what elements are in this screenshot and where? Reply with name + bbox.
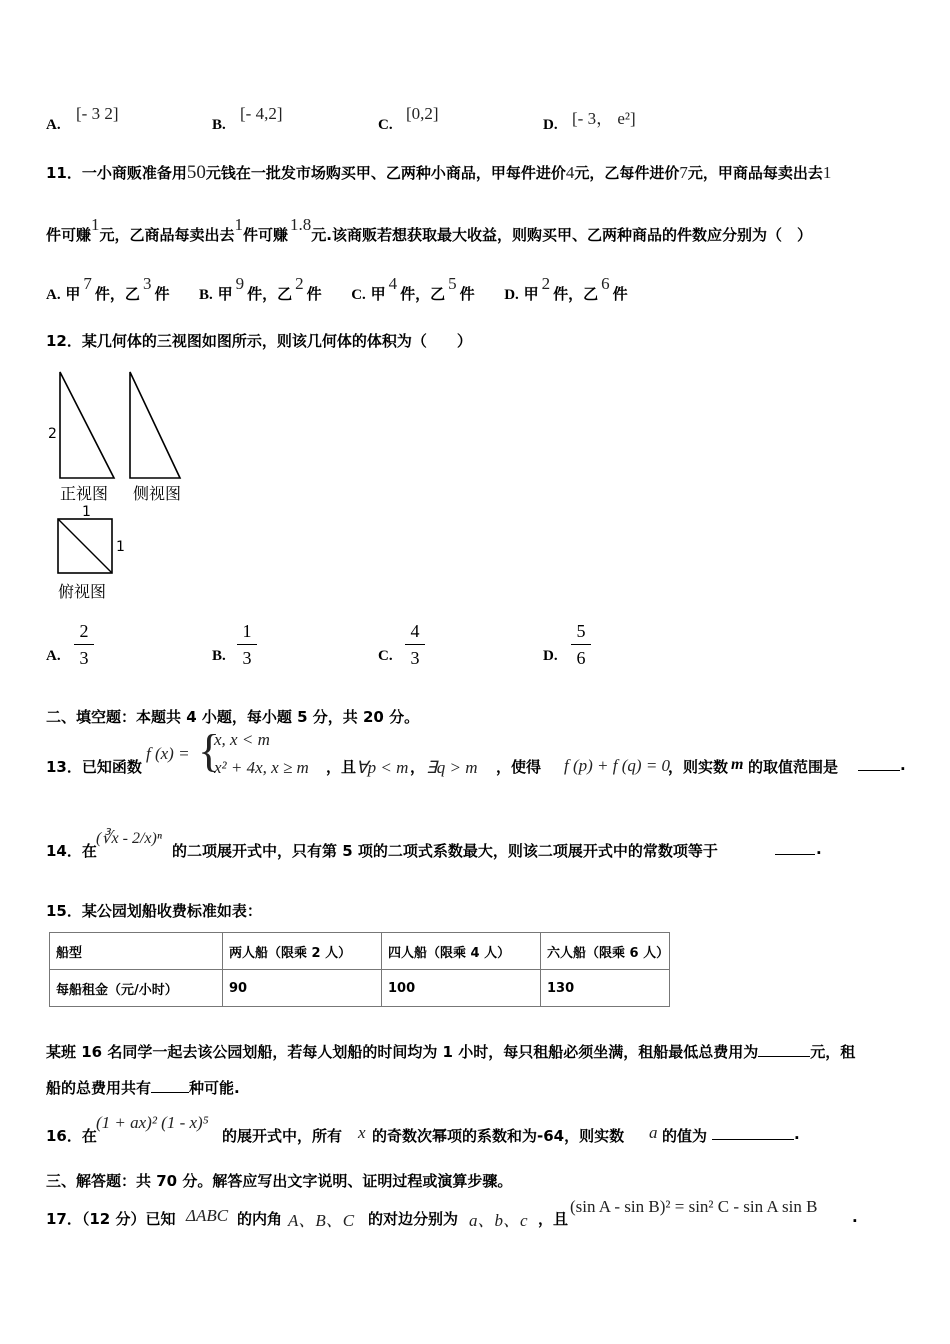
q11-text: 件可赚 xyxy=(243,226,289,244)
q17-text: 的对边分别为 xyxy=(368,1210,459,1228)
q11-options xyxy=(46,274,628,304)
q10-option-a-letter: A. xyxy=(46,117,61,133)
q13-text: 13．已知函数 xyxy=(46,758,142,776)
q11-line-1 xyxy=(46,162,831,184)
q14-period: . xyxy=(816,840,822,858)
q11-option-d-count-b: 6 xyxy=(601,274,610,293)
q15-text: 种可能. xyxy=(189,1079,240,1097)
q11-jia: 甲 xyxy=(217,285,233,303)
q15-answer-blank-2 xyxy=(151,1080,189,1093)
table-header-cell: 船型 xyxy=(50,933,223,970)
q11-option-a-count-a: 7 xyxy=(83,274,92,293)
q13-text: ，且 xyxy=(326,758,357,776)
q15-line-2 xyxy=(46,1077,240,1098)
q12-option-d-numerator: 5 xyxy=(576,621,586,641)
q12-option-a-fraction xyxy=(72,620,96,669)
front-view-triangle xyxy=(60,372,114,478)
q10-option-d-letter: D. xyxy=(543,117,558,133)
q13-period: . xyxy=(900,756,906,774)
q11-text: 元，甲商品每卖出去 xyxy=(687,164,823,182)
q17-text: 的内角 xyxy=(237,1210,283,1228)
q11-option-d-count-a: 2 xyxy=(541,274,551,293)
q12-option-c-fraction xyxy=(403,620,427,669)
table-cell: 100 xyxy=(382,970,541,1007)
table-cell: 90 xyxy=(223,970,382,1007)
q11-jia: 甲 xyxy=(370,285,386,303)
q13-equation: f (p) + f (q) = 0 xyxy=(564,756,671,775)
q14-answer-blank xyxy=(775,842,815,855)
q17-period: . xyxy=(852,1208,858,1226)
q11-jian: 件 xyxy=(612,285,628,303)
section-2-heading: 二、填空题：本题共 4 小题，每小题 5 分，共 20 分。 xyxy=(46,708,420,726)
table-row xyxy=(50,970,670,1007)
q11-option-d-letter: D. xyxy=(504,287,519,303)
section-3-heading: 三、解答题：共 70 分。解答应写出文字说明、证明过程或演算步骤。 xyxy=(46,1172,513,1190)
q11-option-c-count-a: 4 xyxy=(388,274,398,293)
q17-text: ，且 xyxy=(538,1210,569,1228)
q11-option-b-count-b: 2 xyxy=(295,274,304,293)
q12-option-b-denominator: 3 xyxy=(242,648,252,668)
q12-option-c-denominator: 3 xyxy=(410,648,420,668)
side-view-triangle xyxy=(130,372,180,478)
q14-text: 的二项展开式中，只有第 5 项的二项式系数最大，则该二项展开式中的常数项等于 xyxy=(172,842,718,860)
top-view-label: 俯视图 xyxy=(58,582,107,601)
q16-period: . xyxy=(794,1125,800,1143)
q12-option-d-letter: D. xyxy=(543,648,558,664)
side-view-label: 侧视图 xyxy=(133,484,182,503)
q17-equation: (sin A - sin B)² = sin² C - sin A sin B xyxy=(570,1197,818,1216)
q17-sides: a、b、c xyxy=(469,1211,528,1230)
top-view-diagonal xyxy=(58,519,112,573)
q11-price-a: 4 xyxy=(565,163,575,182)
q11-jia: 甲 xyxy=(523,285,539,303)
q12-option-c-letter: C. xyxy=(378,648,393,664)
q10-option-d-value: [- 3， e²] xyxy=(572,109,636,128)
top-view-width-label: 1 xyxy=(82,504,91,520)
q15-text: 船的总费用共有 xyxy=(46,1079,152,1097)
q12-option-b-fraction xyxy=(235,620,259,669)
q17-triangle: ΔABC xyxy=(186,1206,229,1225)
q13-text: ， xyxy=(410,758,426,776)
q15-stem: 15．某公园划船收费标准如表： xyxy=(46,902,262,920)
q11-one: 1 xyxy=(91,215,100,234)
front-view-label: 正视图 xyxy=(60,484,109,503)
boat-fee-table xyxy=(49,932,670,1007)
q11-money: 50 xyxy=(186,162,206,183)
q11-jian: 件 xyxy=(94,285,110,303)
q11-yi: 乙 xyxy=(583,285,599,303)
q15-line-1 xyxy=(46,1041,855,1062)
q13-condition-p: ∀p < m xyxy=(356,758,409,777)
q13-text: ，使得 xyxy=(496,758,542,776)
q12-option-b-numerator: 1 xyxy=(242,621,252,641)
q11-jian: 件 xyxy=(400,285,416,303)
q11-jian: 件 xyxy=(306,285,322,303)
q13-case-2: x² + 4x, x ≥ m xyxy=(214,758,309,777)
q11-one: 1 xyxy=(234,215,244,234)
q10-option-b-letter: B. xyxy=(212,117,226,133)
q16-text: 的值为 xyxy=(662,1127,708,1145)
table-header-row xyxy=(50,933,670,970)
q11-jian: 件 xyxy=(154,285,170,303)
q11-comma: ， xyxy=(568,285,584,303)
q10-option-a-value: [- 3 2] xyxy=(76,104,119,123)
q16-variable-a: a xyxy=(649,1123,658,1142)
q10-option-c-letter: C. xyxy=(378,117,393,133)
q12-option-a-denominator: 3 xyxy=(79,648,89,668)
q11-text: 11．一小商贩准备用 xyxy=(46,164,187,182)
q11-comma: ， xyxy=(109,285,125,303)
q11-option-b-letter: B. xyxy=(199,287,213,303)
table-cell: 每船租金（元/小时） xyxy=(50,970,223,1007)
q10-option-c-value: [0,2] xyxy=(406,104,439,123)
q13-case-1: x, x < m xyxy=(214,730,270,749)
q17-angles: A、B、C xyxy=(288,1211,355,1230)
q12-option-a-numerator: 2 xyxy=(79,621,89,641)
q13-condition-q: ∃q > m xyxy=(426,758,478,777)
q11-price-b: 7 xyxy=(679,163,688,182)
table-header-cell: 两人船（限乘 2 人） xyxy=(223,933,382,970)
q11-option-a-count-b: 3 xyxy=(142,274,152,293)
q12-option-b-letter: B. xyxy=(212,648,226,664)
q16-text: 的展开式中，所有 xyxy=(222,1127,343,1145)
q16-answer-blank xyxy=(712,1127,794,1140)
q14-expression: (∛x - 2/x)ⁿ xyxy=(96,830,162,847)
q15-answer-blank-1 xyxy=(758,1044,810,1057)
q15-text: 元，租 xyxy=(810,1043,856,1061)
q13-variable-m: m xyxy=(731,756,744,773)
table-cell: 130 xyxy=(541,970,670,1007)
q11-jia: 甲 xyxy=(65,285,81,303)
q14-text: 14．在 xyxy=(46,842,97,860)
q16-variable-x: x xyxy=(358,1123,366,1142)
q12-option-d-fraction xyxy=(569,620,593,669)
q10-option-b-value: [- 4,2] xyxy=(240,104,283,123)
q11-option-c-count-b: 5 xyxy=(448,274,457,293)
q16-expression: (1 + ax)² (1 - x)⁵ xyxy=(96,1113,209,1132)
q11-text: 元，乙每件进价 xyxy=(574,164,680,182)
front-view-height-label: 2 xyxy=(48,426,57,442)
q11-yi: 乙 xyxy=(430,285,446,303)
q16-text: 的奇数次幂项的系数和为-64，则实数 xyxy=(372,1127,625,1145)
q11-text: 元，乙商品每卖出去 xyxy=(99,226,235,244)
q13-text: 的取值范围是 xyxy=(748,758,839,776)
q13-text: ，则实数 xyxy=(668,758,729,776)
q11-comma: ， xyxy=(415,285,431,303)
q15-text: 某班 16 名同学一起去该公园划船，若每人划船的时间均为 1 小时，每只租船必须坐满，租船最低总费用为 xyxy=(46,1043,759,1061)
q11-yi: 乙 xyxy=(277,285,293,303)
q12-option-d-denominator: 6 xyxy=(576,648,586,668)
q11-jian: 件 xyxy=(553,285,569,303)
q17-text: 17．（12 分）已知 xyxy=(46,1210,176,1228)
q11-option-b-count-a: 9 xyxy=(235,274,245,293)
q13-answer-blank xyxy=(858,758,900,771)
top-view-depth-label: 1 xyxy=(116,539,125,555)
q11-text: 元.该商贩若想获取最大收益，则购买甲、乙两种商品的件数应分别为（ ） xyxy=(311,226,812,244)
q11-jian: 件 xyxy=(459,285,475,303)
table-header-cell: 四人船（限乘 4 人） xyxy=(382,933,541,970)
q12-stem: 12．某几何体的三视图如图所示，则该几何体的体积为（ ） xyxy=(46,332,472,350)
q11-option-c-letter: C. xyxy=(351,287,366,303)
q11-jian: 件 xyxy=(247,285,263,303)
q11-text: 件可赚 xyxy=(46,226,92,244)
q11-one: 1 xyxy=(822,163,832,182)
q13-brace: { xyxy=(198,725,221,776)
q11-option-a-letter: A. xyxy=(46,287,61,303)
q12-option-c-numerator: 4 xyxy=(410,621,420,641)
q12-option-a-letter: A. xyxy=(46,648,61,664)
q11-line-2 xyxy=(46,215,812,245)
q11-profit: 1.8 xyxy=(290,215,312,234)
q11-text: 元钱在一批发市场购买甲、乙两种小商品，甲每件进价 xyxy=(205,164,566,182)
q16-text: 16．在 xyxy=(46,1127,97,1145)
q11-comma: ， xyxy=(262,285,278,303)
table-header-cell: 六人船（限乘 6 人） xyxy=(541,933,670,970)
q13-function: f (x) = xyxy=(146,744,190,763)
q11-yi: 乙 xyxy=(124,285,140,303)
